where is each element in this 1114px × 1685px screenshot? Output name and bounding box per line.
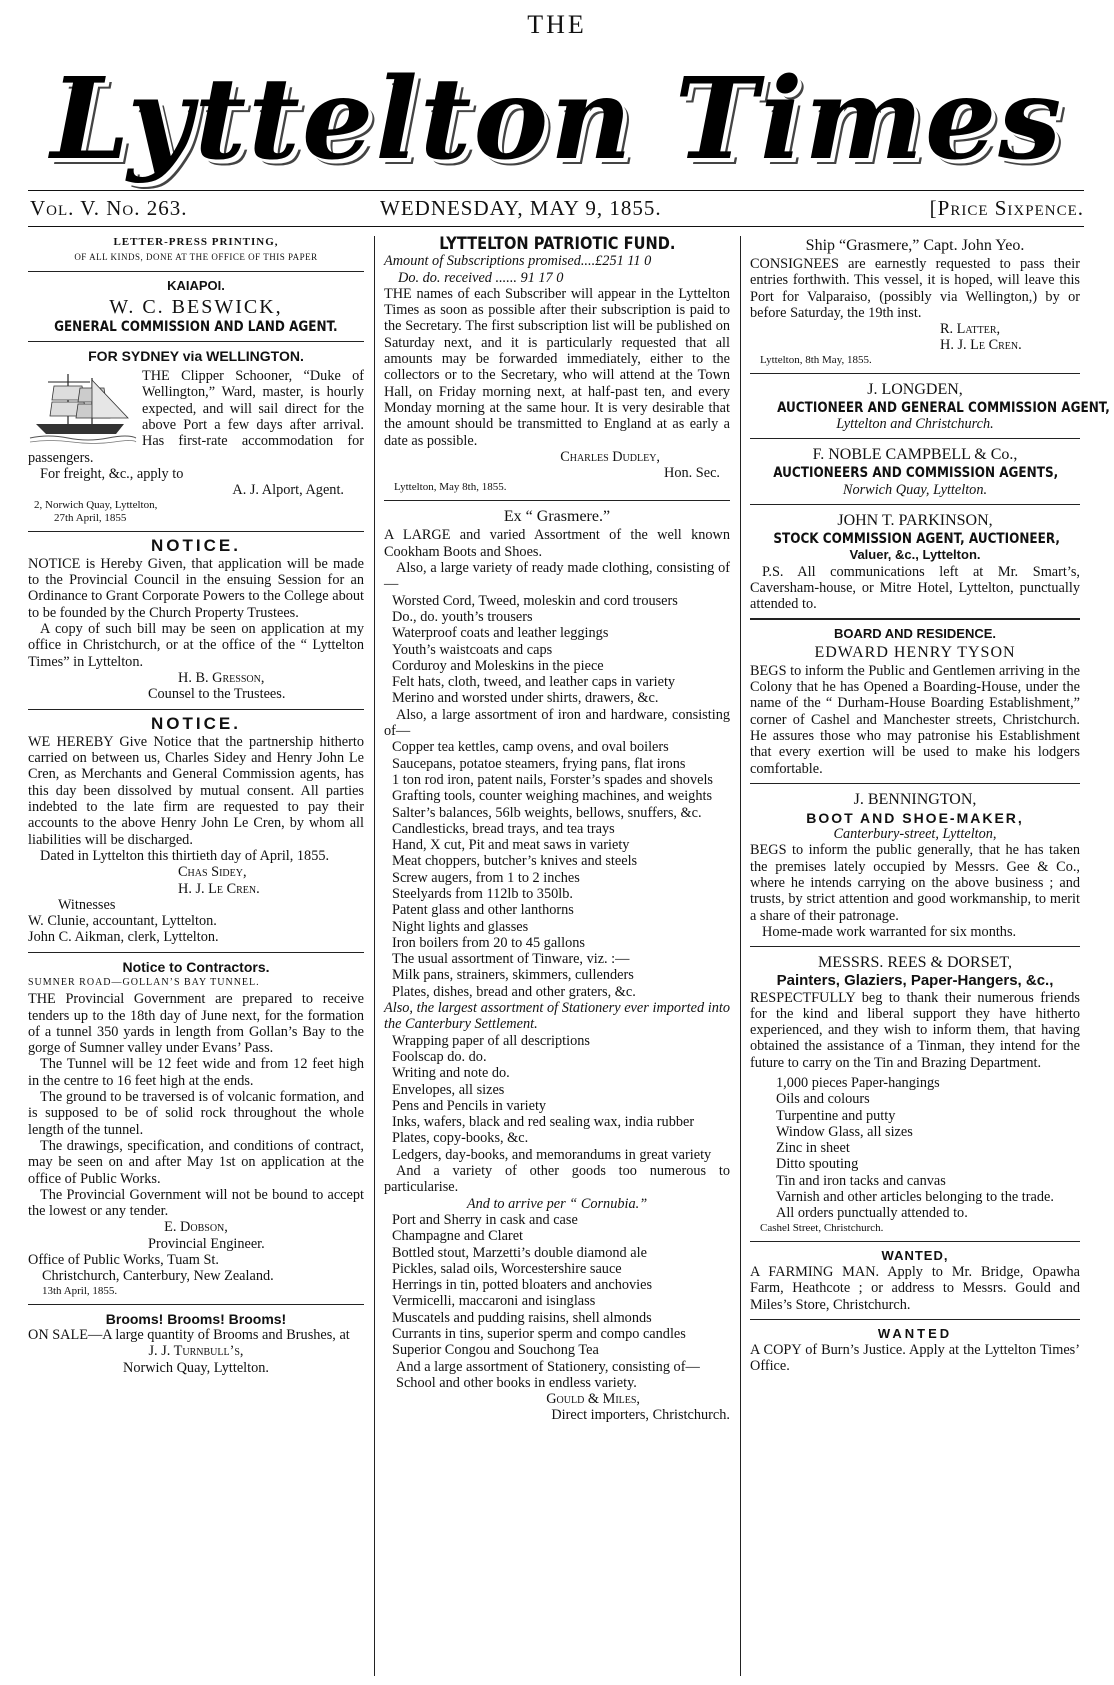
fund-signature: Charles Dudley,: [560, 448, 660, 465]
brooms-signature: J. J. Turnbull’s,: [148, 1343, 244, 1360]
sydney-date: 27th April, 1855: [54, 511, 127, 524]
contractors-date: 13th April, 1855.: [42, 1284, 118, 1297]
contractors-subheading: SUMNER ROAD—GOLLAN’S BAY TUNNEL.: [28, 976, 260, 988]
list-item: All orders punctually attended to.: [776, 1205, 968, 1222]
ship-body: CONSIGNEES are earnestly requested to pass their entries forthwith. This vessel, it is hoped, will leave this Port for Valparaiso, (possibly via Wellington,) by or before Saturday, the 19th inst.: [750, 256, 1080, 321]
notice-college-signature: H. B. Gresson,: [178, 669, 265, 686]
contractors-address: Office of Public Works, Tuam St.: [28, 1252, 219, 1269]
list-item: Grafting tools, counter weighing machines, and weights: [392, 788, 713, 805]
tyson-name: EDWARD HENRY TYSON: [814, 643, 1016, 661]
sydney-freight: For freight, &c., apply to: [40, 465, 184, 482]
cornubia-books: School and other books in endless variety.: [396, 1374, 637, 1391]
column-2: [384, 236, 730, 1428]
list-item: 1,000 pieces Paper-hangings: [776, 1074, 940, 1091]
list-item: Envelopes, all sizes: [392, 1081, 505, 1098]
contractors-paragraph: The ground to be traversed is of volcanic formation, and is supposed to be of solid rock throughout the whole length of the tunnel.: [28, 1089, 364, 1138]
list-item: Ditto spouting: [776, 1156, 859, 1173]
list-item: Ledgers, day-books, and memorandums in great variety: [392, 1146, 712, 1163]
list-item: Vermicelli, maccaroni and isinglass: [392, 1293, 596, 1310]
ad-brooms: [28, 1311, 364, 1376]
list-item: 1 ton rod iron, patent nails, Forster’s spades and shovels: [392, 771, 713, 788]
rees-title: Painters, Glaziers, Paper-Hangers, &c.,: [776, 972, 1054, 990]
witnesses-label: Witnesses: [58, 896, 116, 913]
sydney-address: 2, Norwich Quay, Lyttelton,: [34, 498, 158, 511]
list-item: Merino and worsted under shirts, drawers, &c.: [392, 690, 659, 707]
bennington-body: BEGS to inform the public generally, that he has taken the premises lately occupied by Messrs. Gee & Co., where he intends carrying on the above business ; and trusts, by strict attention and good workmanship, to merit a share of their patronage.: [750, 842, 1080, 924]
list-item: Currants in tins, superior sperm and compo candles: [392, 1326, 686, 1342]
list-item: Patent glass and other lanthorns: [392, 902, 574, 919]
notice-partnership-dated: Dated in Lyttelton this thirtieth day of April, 1855.: [40, 847, 330, 864]
ad-grasmere-goods: [384, 507, 730, 1423]
fund-date: Lyttelton, May 8th, 1855.: [394, 481, 507, 494]
contractors-paragraph: The drawings, specification, and conditions of contract, may be seen on and after May 1st on application at the office of Public Works.: [28, 1137, 364, 1187]
contractors-paragraph: The Tunnel will be 12 feet wide and from 12 feet high in the centre to 16 feet high at the ends.: [28, 1056, 364, 1089]
beswick-location: KAIAPOI.: [167, 278, 225, 294]
list-item: Wrapping paper of all descriptions: [392, 1032, 590, 1049]
parkinson-subtitle: Valuer, &c., Lyttelton.: [849, 547, 981, 563]
list-item: Worsted Cord, Tweed, moleskin and cord trousers: [392, 592, 678, 609]
list-item: Champagne and Claret: [392, 1228, 524, 1245]
ad-longden: [750, 380, 1110, 433]
rees-address: Cashel Street, Christchurch.: [760, 1221, 884, 1234]
list-item: Iron boilers from 20 to 45 gallons: [392, 934, 585, 951]
ad-wanted-farming: [750, 1248, 1080, 1313]
brooms-address: Norwich Quay, Lyttelton.: [123, 1359, 269, 1376]
contractors-paragraph: The Provincial Government will not be bound to accept the lowest or any tender.: [28, 1186, 364, 1220]
wanted-heading: WANTED,: [881, 1247, 949, 1263]
brooms-body: ON SALE—A large quantity of Brooms and Brushes, at: [28, 1326, 350, 1343]
longden-title: AUCTIONEER AND GENERAL COMMISSION AGENT,: [777, 399, 1110, 416]
volume-number: Vol. V. No. 263.: [30, 196, 188, 220]
wanted-farming-body: A FARMING MAN. Apply to Mr. Bridge, Opawha Farm, Heathcote ; or address to Messrs. Gould and Miles’s Store, Christchurch.: [750, 1263, 1080, 1313]
ad-parkinson: [750, 511, 1080, 612]
masthead-the: THE: [527, 10, 587, 39]
contractors-heading: Notice to Contractors.: [122, 958, 270, 975]
list-item: Saucepans, potatoe steamers, frying pans, flat irons: [392, 755, 686, 772]
ad-beswick: [28, 278, 364, 335]
list-item: Varnish and other articles belonging to the trade.: [776, 1189, 1054, 1206]
list-item: Window Glass, all sizes: [776, 1123, 913, 1140]
notice-partnership-body: WE HEREBY Give Notice that the partnership hitherto carried on between us, Charles Sidey and Henry John Le Cren, as Merchants and General Commission agents, has this day been dissolved by mutual consent. All parties indebted to the late firm are requested to pay their accounts to the above Henry John Le Cren, by whom all liabilities will be discharged.: [28, 733, 364, 848]
ad-notice-partnership: [28, 713, 364, 946]
list-item: Foolscap do. do.: [392, 1048, 487, 1065]
list-item: Herrings in tin, potted bloaters and anchovies: [392, 1277, 653, 1294]
list-item: Night lights and glasses: [392, 918, 529, 935]
ad-ship-grasmere: [750, 236, 1080, 367]
list-item: Corduroy and Moleskins in the piece: [392, 657, 604, 674]
masthead-title: Lyttelton Times: [50, 54, 1064, 185]
contractors-role: Provincial Engineer.: [148, 1235, 265, 1252]
witness-line: W. Clunie, accountant, Lyttelton.: [28, 913, 217, 930]
contractors-paragraph: THE Provincial Government are prepared to receive tenders up to the 18th day of June next, for the formation of a tunnel 350 yards in length from Gollan’s Bay to the gorge of Sumner valley under Evans’ Pass.: [28, 991, 364, 1057]
list-item: Felt hats, cloth, tweed, and leather caps in variety: [392, 674, 676, 691]
notice-heading: NOTICE.: [151, 535, 241, 555]
hardware-list: [384, 739, 730, 1000]
list-item: Zinc in sheet: [776, 1140, 850, 1157]
ad-notice-college: [28, 535, 364, 703]
ship-heading: Ship “Grasmere,” Capt. John Yeo.: [805, 237, 1025, 254]
tyson-body: BEGS to inform the Public and Gentlemen arriving in the Colony that he has Opened a Boarding-House, under the name of the “ Durham-House Boarding Establishment,” corner of Cashel and Manchester streets, Christchurch. He assures those who may patronise his Establishment that every exertion will be used to make his lodgers comfortable.: [750, 662, 1080, 777]
list-item: Inks, wafers, black and red sealing wax, india rubber: [392, 1114, 695, 1131]
sydney-heading: FOR SYDNEY via WELLINGTON.: [88, 347, 304, 364]
list-item: The usual assortment of Tinware, viz. :—: [392, 951, 630, 968]
list-item: Copper tea kettles, camp ovens, and oval boilers: [392, 739, 669, 756]
dateline-rule: [28, 226, 1084, 227]
list-item: Pens and Pencils in variety: [392, 1097, 547, 1114]
ad-bennington: [750, 790, 1080, 940]
list-item: Waterproof coats and leather leggings: [392, 625, 609, 642]
list-item: Steelyards from 112lb to 350lb.: [392, 885, 573, 902]
list-item: Screw augers, from 1 to 2 inches: [392, 869, 580, 886]
list-item: Youth’s waistcoats and caps: [392, 641, 553, 658]
notice-partnership-signature: Chas Sidey,: [178, 864, 247, 881]
ad-tyson: [750, 626, 1080, 776]
notice-heading: NOTICE.: [151, 713, 241, 733]
wanted-heading: WANTED: [877, 1325, 953, 1341]
fund-heading: LYTTELTON PATRIOTIC FUND.: [438, 234, 676, 254]
issue-date: WEDNESDAY, MAY 9, 1855.: [380, 196, 662, 220]
fund-body: THE names of each Subscriber will appear in the Lyttelton Times as soon as possible after their subscription is paid to the Secretary. The first subscription list will be published on Saturday next, and it is particularly requested that all amounts may be forwarded immediately, either to the collectors or to the Secretary, who will attend at the Town Hall, on Friday morning next, at half-past ten, and every Monday morning at the same hour. It is very desirable that the amount should be transmitted to England at as early a date as possible.: [384, 285, 730, 449]
cornubia-heading: And to arrive per “ Cornubia.”: [466, 1195, 648, 1212]
stationery-intro: Also, the largest assortment of Stationery ever imported into the Canterbury Settlement.: [384, 1000, 730, 1033]
beswick-title: GENERAL COMMISSION AND LAND AGENT.: [54, 318, 338, 335]
fund-role: Hon. Sec.: [664, 465, 720, 482]
list-item: Pickles, salad oils, Worcestershire sauce: [392, 1260, 622, 1277]
column-divider: [374, 236, 375, 1676]
grasmere-intro: A LARGE and varied Assortment of the well known Cookham Boots and Shoes.: [384, 527, 730, 560]
notice-college-role: Counsel to the Trustees.: [148, 686, 286, 703]
notice-partnership-signature: H. J. Le Cren.: [178, 880, 260, 897]
list-item: Hand, X cut, Pit and meat saws in variety: [392, 837, 630, 854]
fund-received: Do. do. received ...... 91 17 0: [398, 269, 564, 286]
top-rule: [28, 190, 1084, 191]
list-item: Muscatels and pudding raisins, shell almonds: [392, 1309, 652, 1326]
grasmere-clothing-intro: Also, a large variety of ready made clothing, consisting of—: [384, 560, 730, 593]
bennington-place: Canterbury-street, Lyttelton,: [833, 826, 997, 843]
ship-signature: R. Latter,: [940, 321, 1001, 338]
list-item: Milk pans, strainers, skimmers, cullenders: [392, 967, 634, 984]
list-item: Salter’s balances, 56lb weights, bellows, snuffers, &c.: [392, 804, 702, 821]
ad-campbell: [750, 445, 1080, 498]
sydney-signature: A. J. Alport, Agent.: [232, 482, 344, 499]
clothing-list: [384, 593, 730, 707]
parkinson-name: JOHN T. PARKINSON,: [837, 511, 993, 529]
bennington-home: Home-made work warranted for six months.: [762, 923, 1017, 940]
ad-patriotic-fund: [384, 236, 730, 494]
list-item: Oils and colours: [776, 1091, 870, 1108]
longden-place: Lyttelton and Christchurch.: [836, 416, 994, 433]
beswick-name: W. C. BESWICK,: [109, 295, 283, 318]
ad-wanted-justice: [750, 1326, 1080, 1375]
list-item: Turpentine and putty: [776, 1107, 896, 1124]
dateline: [30, 196, 1084, 224]
ad-printing: [28, 236, 364, 265]
rees-list: [750, 1075, 1080, 1222]
bennington-title: BOOT AND SHOE-MAKER,: [806, 809, 1024, 826]
column-divider: [740, 236, 741, 1676]
ad-sydney: [28, 348, 364, 525]
witness-line: John C. Aikman, clerk, Lyttelton.: [28, 929, 219, 946]
longden-name: J. LONGDEN,: [867, 380, 963, 398]
ship-date: Lyttelton, 8th May, 1855.: [760, 353, 872, 366]
ship-icon: [28, 368, 138, 444]
campbell-place: Norwich Quay, Lyttelton.: [842, 481, 988, 498]
column-3: [750, 236, 1110, 1379]
list-item: Tin and iron tacks and canvas: [776, 1172, 946, 1189]
list-item: Meat choppers, butcher’s knives and steels: [392, 853, 638, 870]
grasmere-heading: Ex “ Grasmere.”: [503, 508, 611, 526]
sydney-body: THE Clipper Schooner, “Duke of Wellington,” Ward, master, is hourly expected, and will sail direct for the above Port a few days after arrival. Has first-rate accommodation for passengers.: [28, 368, 364, 466]
contractors-signature: E. Dobson,: [164, 1219, 228, 1236]
cornubia-signature: Gould & Miles,: [546, 1391, 640, 1408]
rees-name: MESSRS. REES & DORSET,: [818, 954, 1012, 972]
cornubia-stationery: And a large assortment of Stationery, consisting of—: [396, 1358, 700, 1375]
list-item: Candlesticks, bread trays, and tea trays: [392, 820, 615, 837]
campbell-name: F. NOBLE CAMPBELL & Co.,: [812, 446, 1018, 464]
list-item: Superior Congou and Souchong Tea: [392, 1342, 599, 1359]
grasmere-hardware-intro: Also, a large assortment of iron and hardware, consisting of—: [384, 706, 730, 740]
brooms-heading: Brooms! Brooms! Brooms!: [105, 1310, 287, 1327]
cornubia-role: Direct importers, Christchurch.: [551, 1407, 730, 1424]
campbell-title: AUCTIONEERS AND COMMISSION AGENTS,: [773, 465, 1059, 482]
list-item: Port and Sherry in cask and case: [392, 1211, 578, 1228]
list-item: Writing and note do.: [392, 1065, 510, 1082]
stationery-list: [384, 1033, 730, 1163]
rees-body: RESPECTFULLY beg to thank their numerous friends for the kind and liberal support they have hitherto experienced, and they wish to inform them, that having obtained the assistance of a Tinman, they intend for the future to carry on the Tin and Brazing Department.: [750, 989, 1080, 1071]
grasmere-variety: And a variety of other goods too numerous to particularise.: [384, 1163, 730, 1196]
parkinson-ps: P.S. All communications left at Mr. Smart’s, Caversham-house, or Mitre Hotel, Lyttelton, punctually attended to.: [750, 563, 1080, 613]
column-1: [28, 236, 364, 1380]
list-item: Plates, copy-books, &c.: [392, 1130, 529, 1147]
cornubia-list: [384, 1212, 730, 1359]
price: [Price Sixpence.: [929, 196, 1084, 220]
notice-college-body2: A copy of such bill may be seen on application at my office in Christchurch, or at the office of the “ Lyttelton Times” in Lyttelton.: [28, 621, 364, 670]
ship-signature: H. J. Le Cren.: [940, 337, 1022, 354]
ad-contractors: [28, 959, 364, 1298]
parkinson-title: STOCK COMMISSION AGENT, AUCTIONEER,: [773, 530, 1060, 547]
ad-rees-dorset: [750, 953, 1080, 1234]
printing-heading: LETTER-PRESS PRINTING,: [113, 236, 279, 248]
bennington-name: J. BENNINGTON,: [853, 790, 977, 808]
printing-subheading: OF ALL KINDS, DONE AT THE OFFICE OF THIS PAPER: [74, 252, 318, 262]
list-item: Do., do. youth’s trousers: [392, 608, 533, 625]
list-item: Bottled stout, Marzetti’s double diamond ale: [392, 1244, 647, 1261]
list-item: Plates, dishes, bread and other graters, &c.: [392, 983, 636, 1000]
notice-college-body: NOTICE is Hereby Given, that application will be made to the Provincial Council in the ensuing Session for an Ordinance to Grant Corporate Powers to the College about to be founded by the Church Property Trustees.: [28, 555, 364, 621]
fund-promised: Amount of Subscriptions promised....£251 11 0: [384, 253, 652, 270]
wanted-justice-body: A COPY of Burn’s Justice. Apply at the Lyttelton Times’ Office.: [750, 1342, 1080, 1375]
contractors-address: Christchurch, Canterbury, New Zealand.: [42, 1268, 274, 1285]
board-heading: BOARD AND RESIDENCE.: [833, 626, 997, 642]
